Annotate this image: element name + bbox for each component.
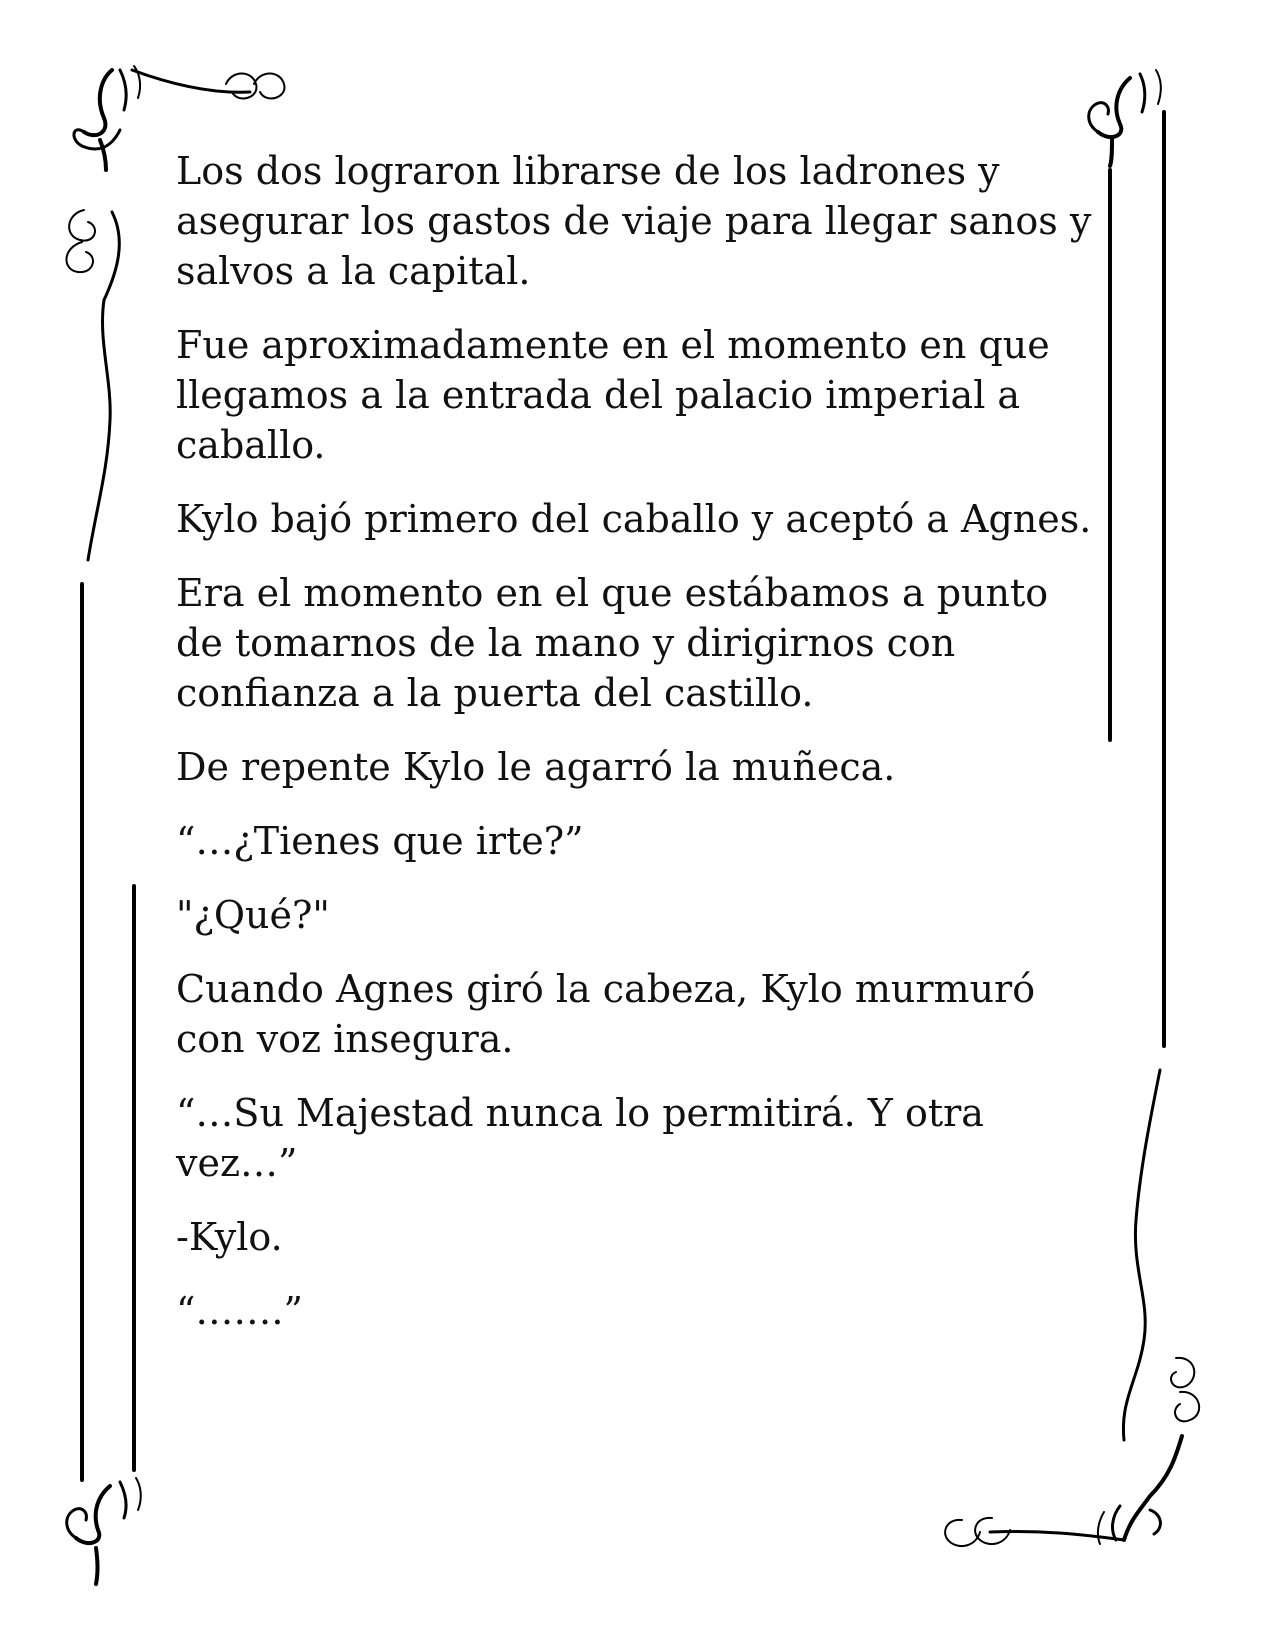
paragraph-11: “…….”	[176, 1289, 303, 1333]
flourish-bottom-left-icon	[67, 1478, 141, 1584]
paragraph-10: -Kylo.	[176, 1215, 283, 1259]
paragraph-2: Fue aproximadamente en el momento en que llegamos a la entrada del palacio imperial a caballo.	[176, 323, 1050, 467]
paragraph-4: Era el momento en el que estábamos a punto de tomarnos de la mano y dirigirnos con confianza a la puerta del castillo.	[176, 571, 1049, 715]
story-text	[176, 146, 1106, 1360]
paragraph-1: Los dos lograron librarse de los ladrones y asegurar los gastos de viaje para llegar sanos y salvos a la capital.	[176, 149, 1092, 293]
paragraph-7: "¿Qué?"	[176, 893, 330, 937]
paragraph-8: Cuando Agnes giró la cabeza, Kylo murmuró con voz insegura.	[176, 967, 1036, 1061]
paragraph-3: Kylo bajó primero del caballo y aceptó a Agnes.	[176, 497, 1092, 541]
paragraph-5: De repente Kylo le agarró la muñeca.	[176, 745, 896, 789]
paragraph-9: “…Su Majestad nunca lo permitirá. Y otra vez…”	[176, 1091, 984, 1185]
paragraph-6: “…¿Tienes que irte?”	[176, 819, 584, 863]
